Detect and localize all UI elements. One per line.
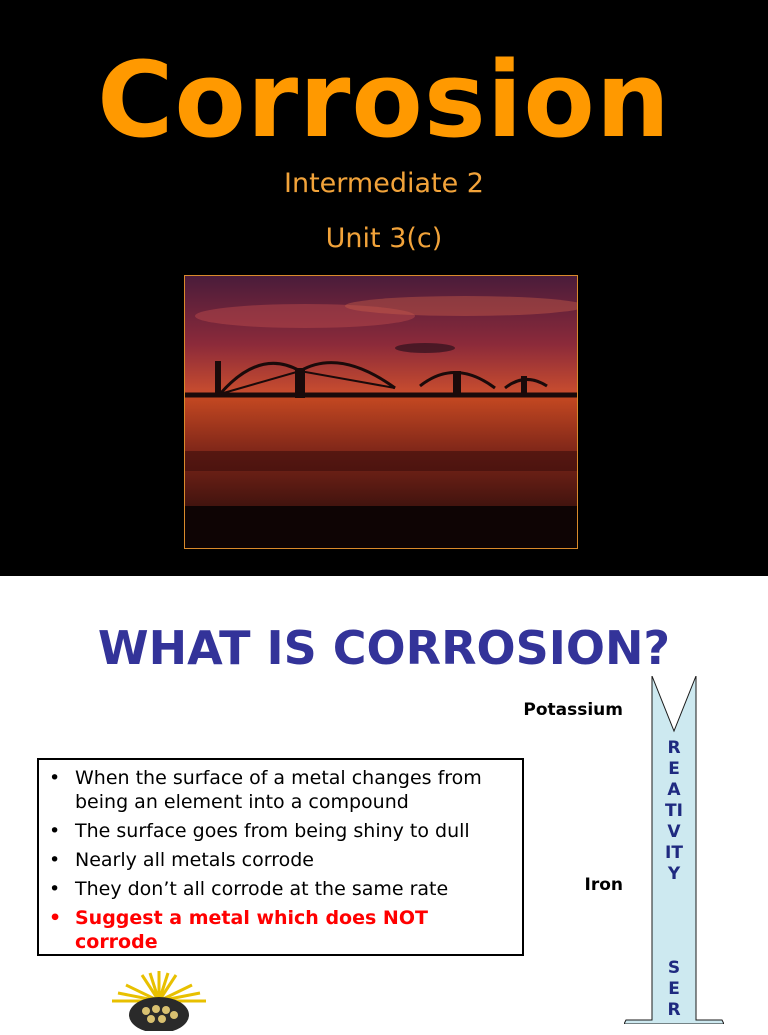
subtitle-level: Intermediate 2 [284, 168, 484, 199]
list-item: • They don’t all corrode at the same rate [49, 878, 449, 900]
arrow-label-series: S E R [667, 958, 681, 1020]
arrow-label-reactivity: R E A TI V IT Y [665, 738, 683, 884]
slide-heading: WHAT IS CORROSION? [97, 621, 671, 675]
bullet-list [45, 766, 514, 954]
reactivity-series-arrow [624, 676, 724, 1024]
subtitle-unit: Unit 3(c) [325, 223, 443, 254]
slide-title: Corrosion [97, 39, 671, 161]
definition-box [37, 758, 524, 956]
content-slide [0, 576, 768, 1024]
metal-label-iron: Iron [584, 875, 623, 895]
list-item: • When the surface of a metal changes from being an element into a compound [49, 767, 482, 813]
question-item: • Suggest a metal which does NOT corrode [49, 907, 428, 953]
list-item: • The surface goes from being shiny to dull [49, 820, 470, 842]
metal-label-potassium: Potassium [523, 700, 623, 720]
sun-clipart-icon [104, 971, 214, 1031]
bridge-sunset-photo [184, 275, 578, 549]
list-item: • Nearly all metals corrode [49, 849, 314, 871]
